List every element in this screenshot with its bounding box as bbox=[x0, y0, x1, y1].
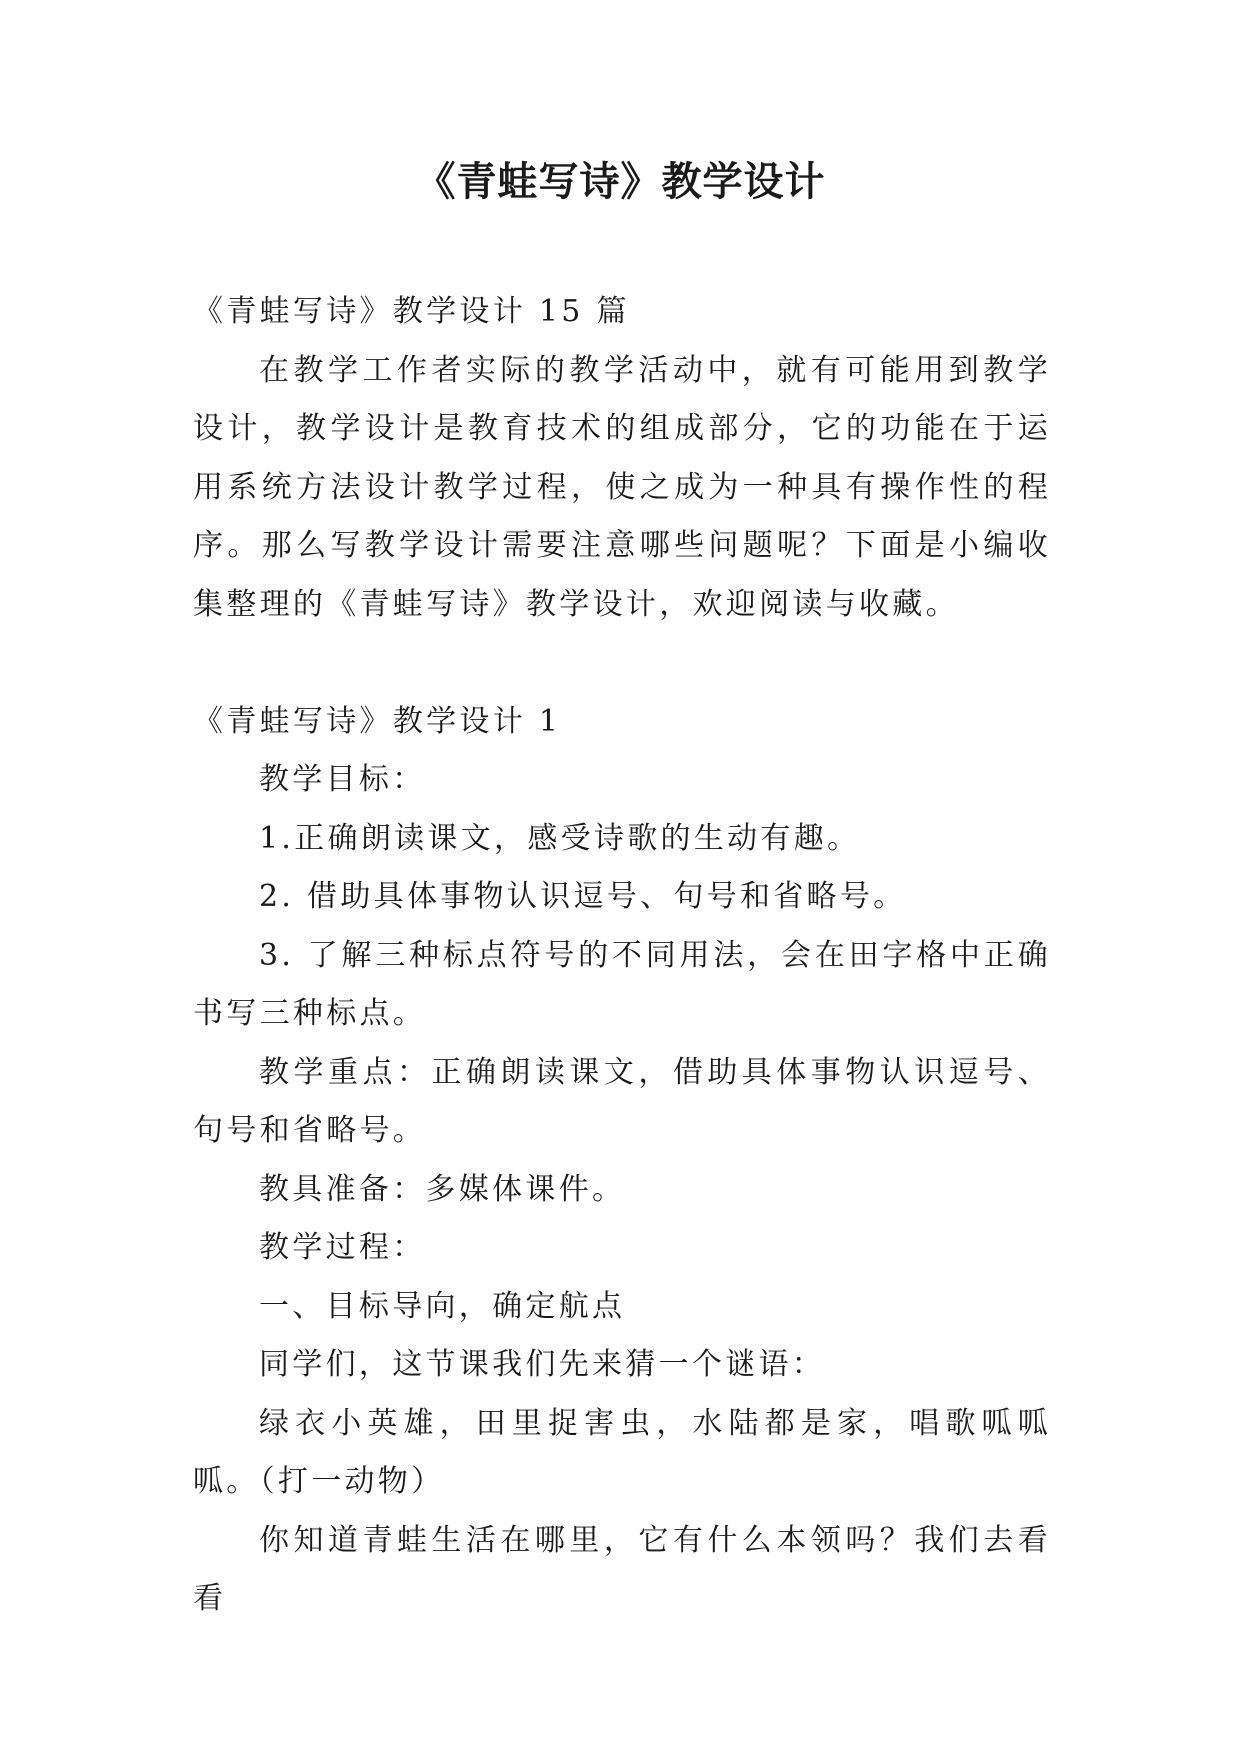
paragraph-goal-2: 2. 借助具体事物认识逗号、句号和省略号。 bbox=[259, 879, 907, 914]
paragraph-gap bbox=[193, 634, 1051, 693]
paragraph-key-points: 教学重点：正确朗读课文，借助具体事物认识逗号、句号和省略号。 bbox=[193, 1054, 1051, 1148]
paragraph-materials: 教具准备：多媒体课件。 bbox=[259, 1171, 626, 1207]
paragraph-riddle-intro: 同学们，这节课我们先来猜一个谜语： bbox=[259, 1347, 826, 1382]
document-body bbox=[193, 283, 1051, 1629]
paragraph-riddle: 绿衣小英雄，田里捉害虫，水陆都是家，唱歌呱呱呱。（打一动物） bbox=[193, 1405, 1051, 1499]
document-subtitle: 《青蛙写诗》教学设计 15 篇 bbox=[193, 294, 630, 329]
document-title: 《青蛙写诗》教学设计 bbox=[415, 159, 826, 205]
paragraph-goal-1: 1.正确朗读课文，感受诗歌的生动有趣。 bbox=[259, 820, 861, 856]
paragraph-teaching-goals: 教学目标： bbox=[259, 762, 426, 797]
paragraph-process: 教学过程： bbox=[259, 1230, 426, 1265]
paragraph-question: 你知道青蛙生活在哪里，它有什么本领吗？我们去看看 bbox=[193, 1522, 1051, 1616]
paragraph-goal-3: 3. 了解三种标点符号的不同用法，会在田字格中正确书写三种标点。 bbox=[193, 937, 1051, 1031]
paragraph-step-1: 一、目标导向，确定航点 bbox=[259, 1288, 626, 1324]
intro-paragraph: 在教学工作者实际的教学活动中，就有可能用到教学设计，教学设计是教育技术的组成部分，它的功能在于运用系统方法设计教学过程，使之成为一种具有操作性的程序。那么写教学设计需要注意哪些问题呢？下面是小编收集整理的《青蛙写诗》教学设计，欢迎阅读与收藏。 bbox=[193, 352, 1051, 622]
section-heading: 《青蛙写诗》教学设计 1 bbox=[193, 703, 562, 739]
